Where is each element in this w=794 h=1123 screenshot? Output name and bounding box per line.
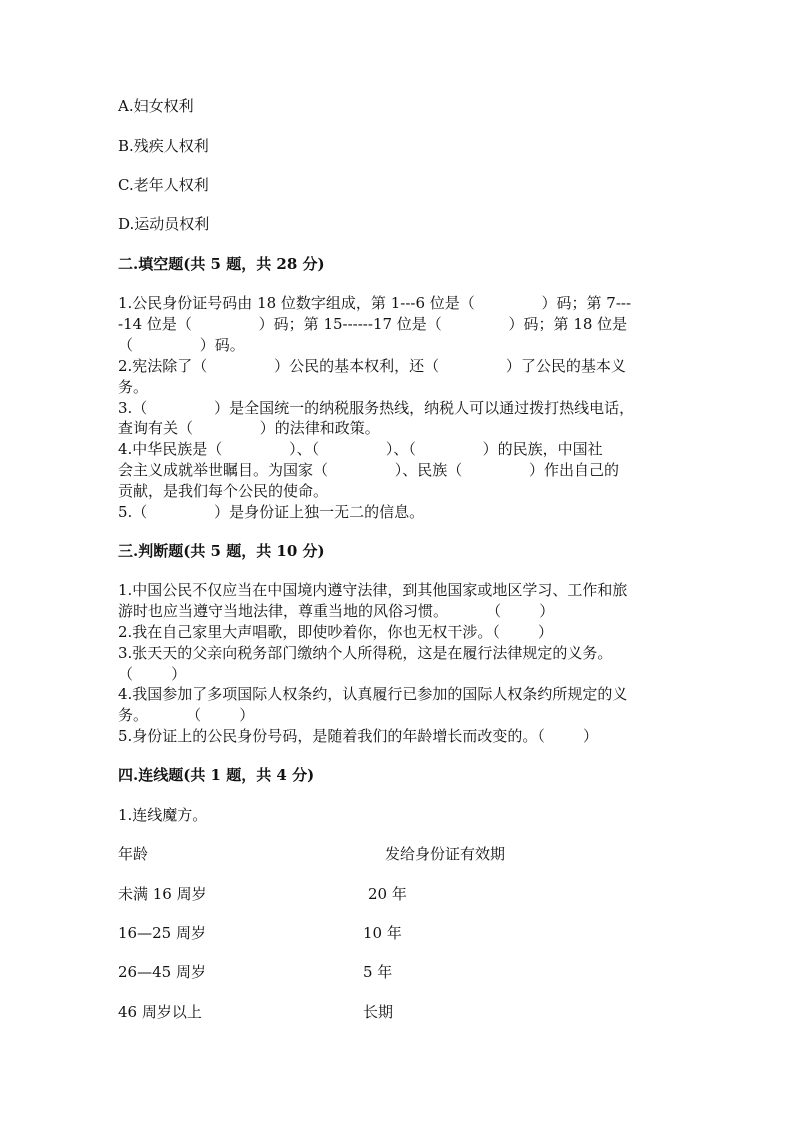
matching-right-item: 20 年	[368, 885, 407, 903]
fill-in-line: -14 位是（ ）码；第 15------17 位是（ ）码；第 18 位是	[118, 315, 628, 333]
matching-left-item: 未满 16 周岁	[118, 885, 207, 903]
true-false-line: （ ）	[118, 665, 187, 683]
true-false-line: 3.张天天的父亲向税务部门缴纳个人所得税，这是在履行法律规定的义务。	[118, 644, 613, 662]
matching-question: 1.连线魔方。	[118, 806, 208, 824]
matching-right-item: 长期	[363, 1003, 394, 1021]
fill-in-line: 5.（ ）是身份证上独一无二的信息。	[118, 503, 425, 521]
true-false-line: 务。 （ ）	[118, 706, 255, 724]
matching-right-item: 10 年	[363, 924, 402, 942]
matching-left-item: 46 周岁以上	[118, 1003, 202, 1021]
choice-option-d: D.运动员权利	[118, 215, 210, 233]
choice-option-a: A.妇女权利	[118, 97, 194, 115]
true-false-line: 1.中国公民不仅应当在中国境内遵守法律，到其他国家或地区学习、工作和旅	[118, 581, 628, 599]
matching-right-item: 5 年	[363, 963, 393, 981]
fill-in-line: （ ）码。	[118, 336, 245, 354]
fill-in-line: 4.中华民族是（ ）、（ ）、（ ）的民族，中国社	[118, 440, 603, 458]
fill-in-line: 2.宪法除了（ ）公民的基本权利，还（ ）了公民的基本义	[118, 357, 626, 375]
matching-left-item: 26—45 周岁	[118, 963, 206, 981]
matching-left-item: 16—25 周岁	[118, 924, 206, 942]
section-title-fill-in: 二.填空题(共 5 题，共 28 分)	[118, 255, 325, 273]
section-title-true-false: 三.判断题(共 5 题，共 10 分)	[118, 542, 325, 560]
choice-option-b: B.残疾人权利	[118, 137, 209, 155]
true-false-line: 2.我在自己家里大声唱歌，即使吵着你，你也无权干涉。（ ）	[118, 623, 553, 641]
fill-in-line: 贡献，是我们每个公民的使命。	[118, 482, 329, 500]
fill-in-line: 会主义成就举世瞩目。为国家（ ）、民族（ ）作出自己的	[118, 461, 620, 479]
true-false-line: 5.身份证上的公民身份号码，是随着我们的年龄增长而改变的。（ ）	[118, 727, 598, 745]
section-title-matching: 四.连线题(共 1 题，共 4 分)	[118, 766, 315, 784]
true-false-line: 游时也应当遵守当地法律，尊重当地的风俗习惯。 （ ）	[118, 602, 555, 620]
fill-in-line: 查询有关（ ）的法律和政策。	[118, 419, 380, 437]
true-false-line: 4.我国参加了多项国际人权条约，认真履行已参加的国际人权条约所规定的义	[118, 685, 628, 703]
matching-right-header: 发给身份证有效期	[385, 845, 506, 863]
choice-option-c: C.老年人权利	[118, 176, 209, 194]
fill-in-line: 务。	[118, 378, 149, 396]
fill-in-line: 1.公民身份证号码由 18 位数字组成，第 1---6 位是（ ）码；第 7---	[118, 294, 632, 312]
matching-left-header: 年龄	[118, 845, 149, 863]
fill-in-line: 3.（ ）是全国统一的纳税服务热线，纳税人可以通过拨打热线电话，	[118, 399, 635, 417]
